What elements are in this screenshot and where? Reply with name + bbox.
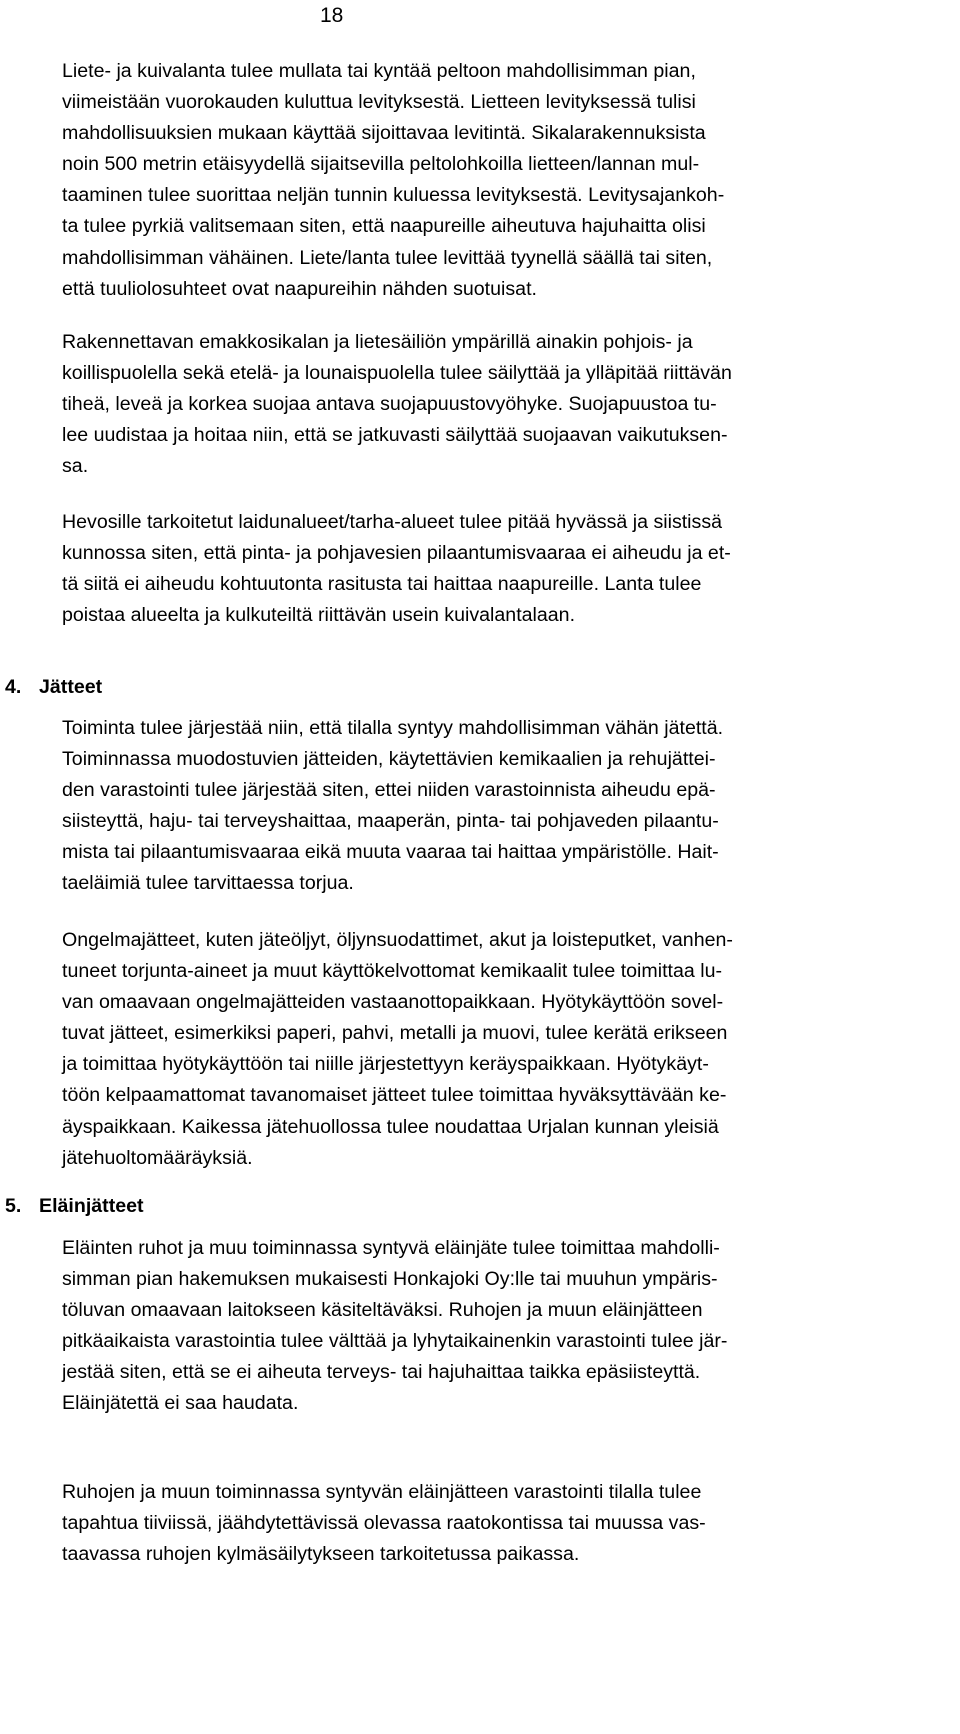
section-heading-elainjatteet: [5, 1191, 144, 1222]
paragraph-jatteet-toiminta: Toiminta tulee järjestää niin, että tilalla syntyy mahdollisimman vähän jätettä. Toiminnassa muodostuvien jätteiden, käytettävien kemikaalien ja rehujättei- den varastointi tulee järjestää siten, ettei niiden varastoinnista aiheudu epä- siisteyttä, haju- tai terveyshaittaa, maaperän, pinta- tai pohjaveden pilaantu- mista tai pilaantumisvaaraa eikä muuta vaaraa tai haittaa ympäristölle. Hait- taeläimiä tulee tarvittaessa torjua.: [62, 717, 724, 895]
section-number: 4.: [5, 676, 22, 698]
paragraph-ongelmajatteet: Ongelmajätteet, kuten jäteöljyt, öljynsuodattimet, akut ja loisteputket, vanhen- tuneet torjunta-aineet ja muut käyttökelvottomat kemikaalit tulee toimittaa lu- van omaavaan ongelmajätteiden vastaanottopaikkaan. Hyötykäyttöön sovel- tuvat jätteet, esimerkiksi paperi, pahvi, metalli ja muovi, tulee kerätä erikseen ja toimittaa hyötykäyttöön tai niille järjestettyyn keräyspaikkaan. Hyötykäyt- töön kelpaamattomat tavanomaiset jätteet tulee toimittaa hyväksyttävään ke- äyspaikkaan. Kaikessa jätehuollossa tulee noudattaa Urjalan kunnan yleisiä jätehuoltomääräyksiä.: [62, 929, 733, 1169]
paragraph-ruhojen-varastointi: Ruhojen ja muun toiminnassa syntyvän eläinjätteen varastointi tilalla tulee tapahtua tiiviissä, jäähdytettävissä olevassa raatokontissa tai muussa vas- taavassa ruhojen kylmäsäilytykseen tarkoitetussa paikassa.: [62, 1481, 706, 1566]
page-number: 18: [320, 4, 344, 27]
section-title: Eläinjätteet: [39, 1195, 144, 1217]
section-heading-jatteet: [5, 672, 102, 703]
paragraph-suojapuusto: Rakennettavan emakkosikalan ja lietesäiliön ympärillä ainakin pohjois- ja koillispuolella sekä etelä- ja lounaispuolella tulee säilyttää ja ylläpitää riittävän tiheä, leveä ja korkea suojaa antava suojapuustovyöhyke. Suojapuustoa tu- lee uudistaa ja hoitaa niin, että se jatkuvasti säilyttää suojaavan vaikutuksen- sa.: [62, 331, 732, 478]
paragraph-hevoset: Hevosille tarkoitetut laidunalueet/tarha-alueet tulee pitää hyvässä ja siistissä kunnossa siten, että pinta- ja pohjavesien pilaantumisvaaraa ei aiheudu ja et- tä siitä ei aiheudu kohtuutonta rasitusta tai haittaa naapureille. Lanta tulee poistaa alueelta ja kulkuteiltä riittävän usein kuivalantalaan.: [62, 511, 731, 627]
section-number: 5.: [5, 1195, 22, 1217]
section-title: Jätteet: [39, 676, 103, 698]
paragraph-elainjate: Eläinten ruhot ja muu toiminnassa syntyvä eläinjäte tulee toimittaa mahdolli- simman pian hakemuksen mukaisesti Honkajoki Oy:lle tai muuhun ympäris- töluvan omaavaan laitokseen käsiteltäväksi. Ruhojen ja muun eläinjätteen pitkäaikaista varastointia tulee välttää ja lyhytaikainenkin varastointi tulee jär- jestää siten, että se ei aiheuta terveys- tai hajuhaittaa taikka epäsiisteyttä. Eläinjätettä ei saa haudata.: [62, 1237, 728, 1415]
paragraph-liete-levitys: Liete- ja kuivalanta tulee mullata tai kyntää peltoon mahdollisimman pian, viimeistään vuorokauden kuluttua levityksestä. Lietteen levityksessä tulisi mahdollisuuksien mukaan käyttää sijoittavaa levitintä. Sikalarakennuksista noin 500 metrin etäisyydellä sijaitsevilla peltolohkoilla lietteen/lannan mul- taaminen tulee suorittaa neljän tunnin kuluessa levityksestä. Levitysajankoh- ta tulee pyrkiä valitsemaan siten, että naapureille aiheutuva hajuhaitta olisi mahdollisimman vähäinen. Liete/lanta tulee levittää tyynellä säällä tai siten, että tuuliolosuhteet ovat naapureihin nähden suotuisat.: [62, 60, 725, 300]
